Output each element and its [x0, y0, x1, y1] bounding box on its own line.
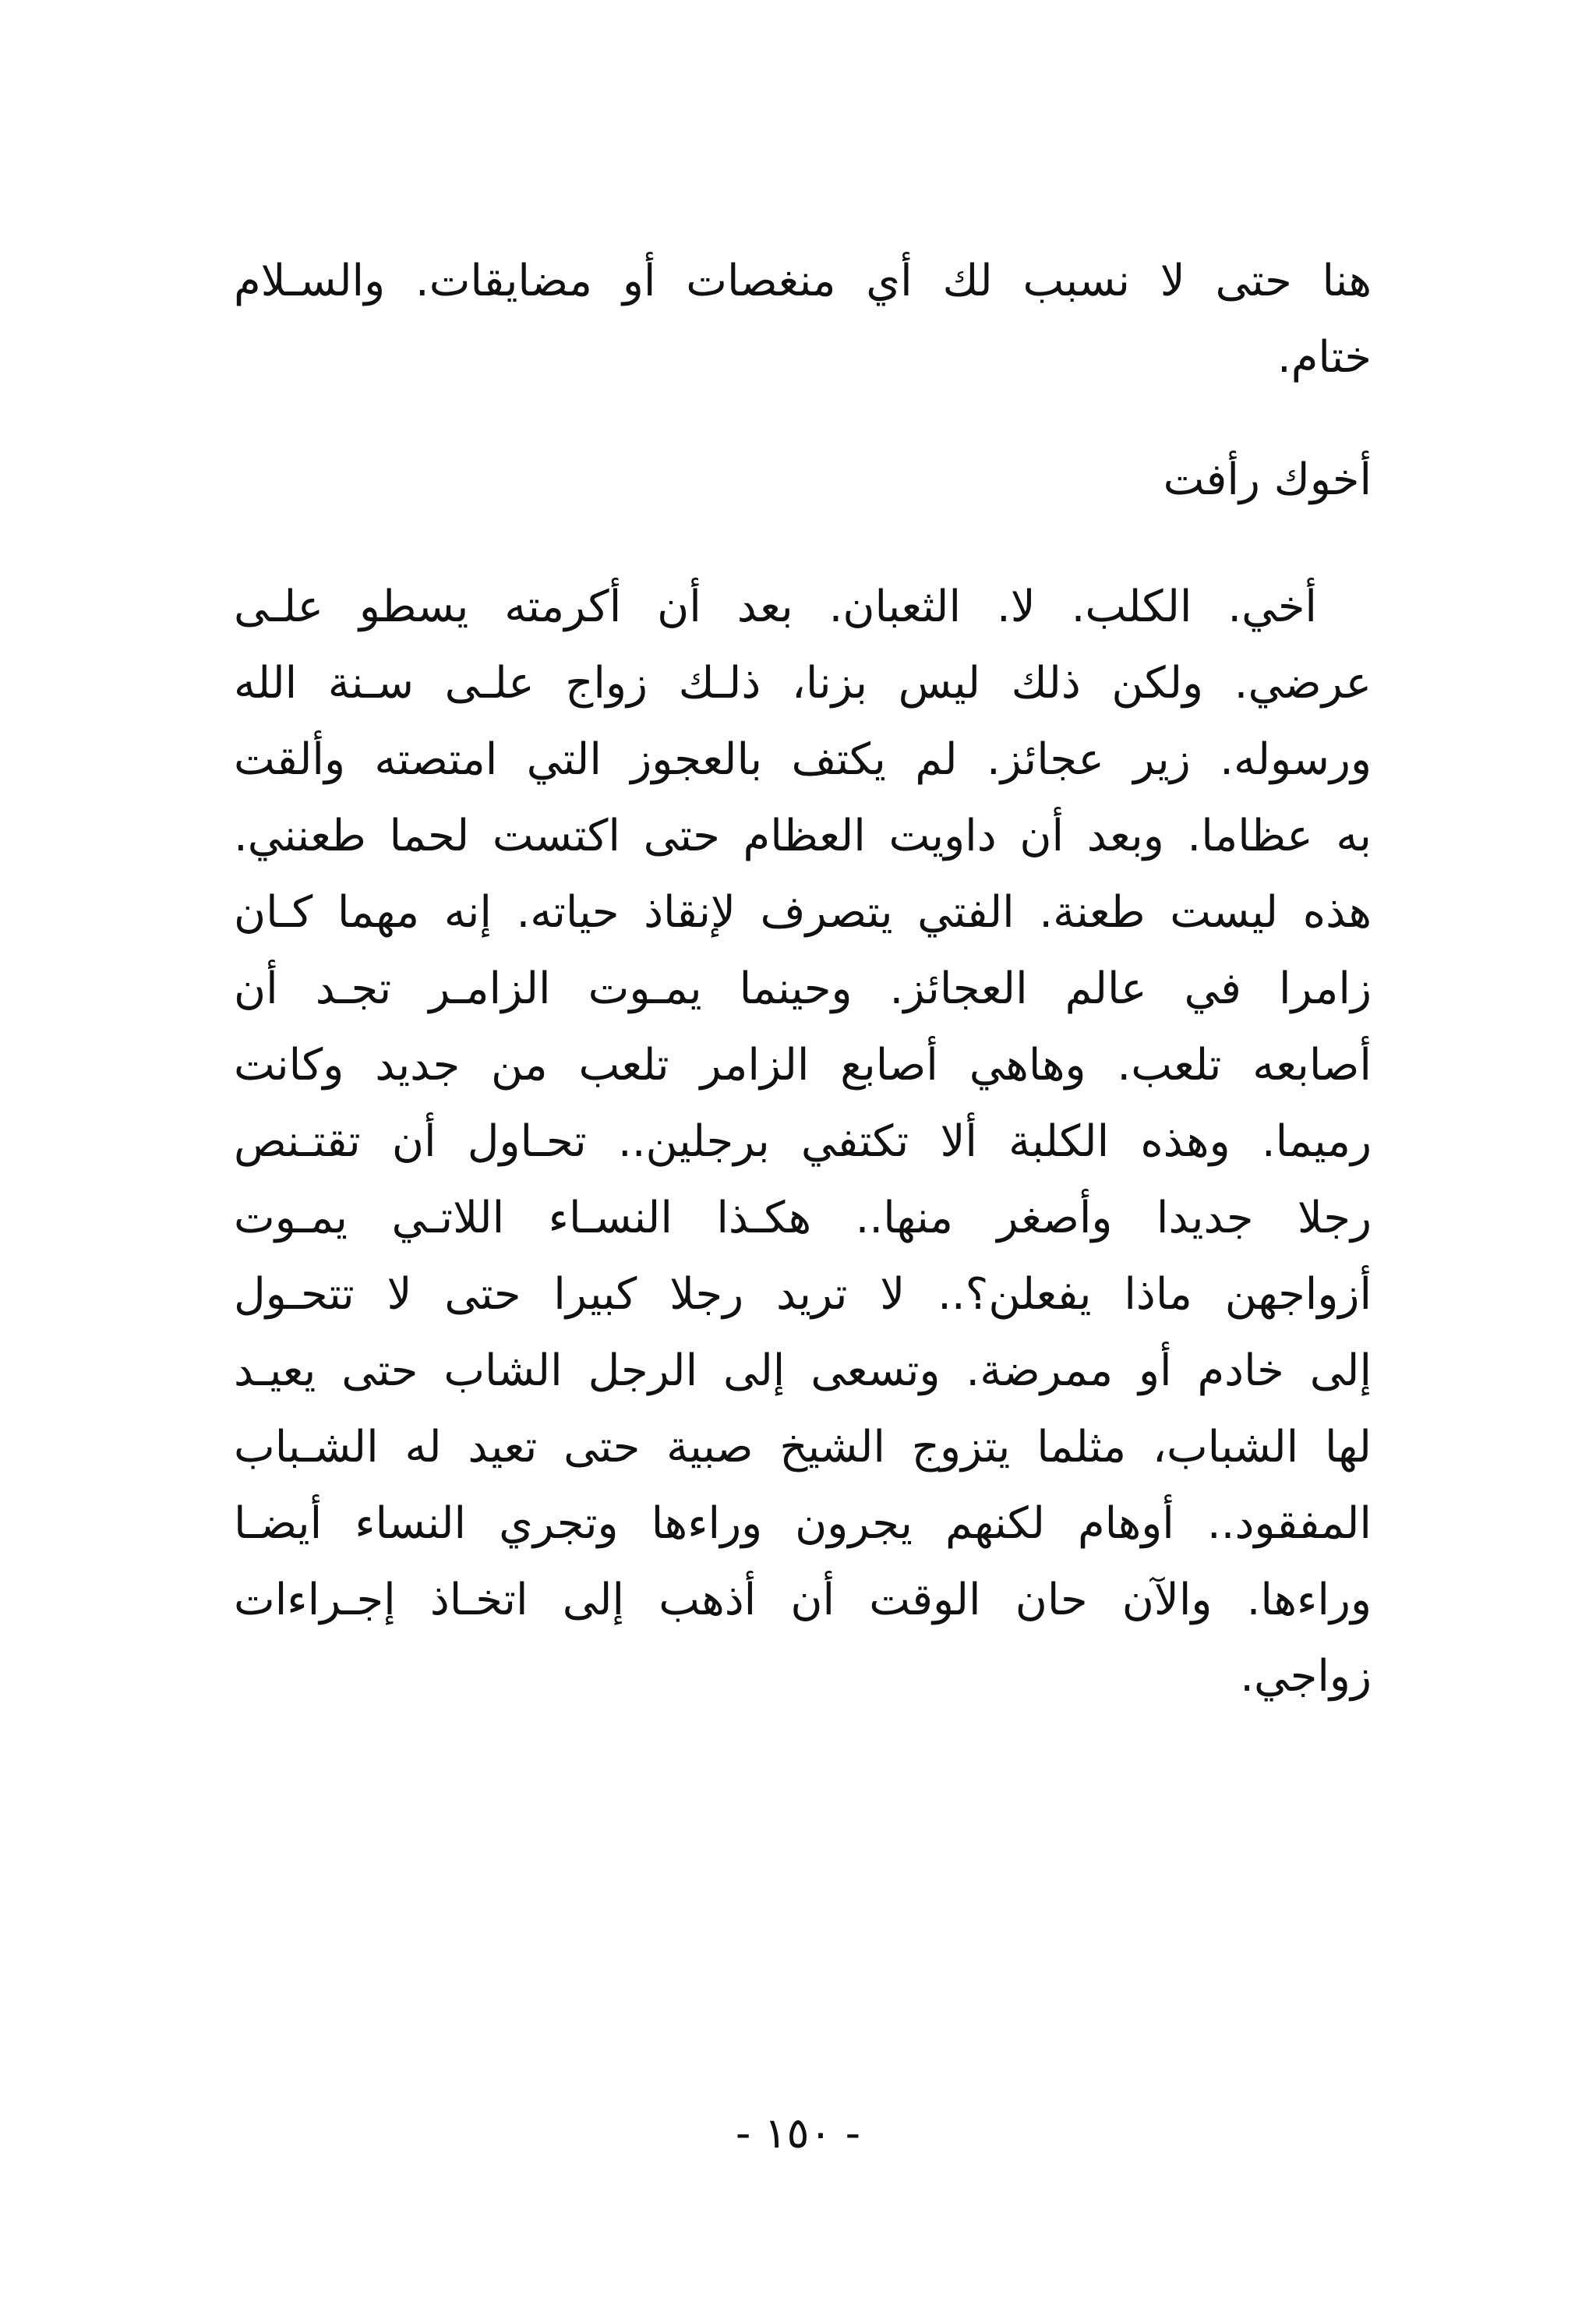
text-line: هذه ليست طعنة. الفتي يتصرف لإنقاذ حياته. إنه مهما كـان [234, 887, 1372, 938]
text-line: لها الشباب، مثلما يتزوج الشيخ صبية حتى تعيد له الشـباب [234, 1422, 1372, 1472]
text-line: المفقود.. أوهام لكنهم يجرون وراءها وتجري النساء أيضـا [234, 1498, 1372, 1549]
text-line: زواجي. [1240, 1651, 1372, 1702]
text-line: ختام. [1276, 332, 1372, 383]
text-line: أصابعه تلعب. وهاهي أصابع الزامر تلعب من جديد وكانت [234, 1040, 1372, 1091]
page-number: - ١٥٠ - [735, 2109, 861, 2158]
text-line: وراءها. والآن حان الوقت أن أذهب إلى اتخـاذ إجـراءات [234, 1575, 1372, 1625]
text-line: به عظاما. وبعد أن داويت العظام حتى اكتست لحما طعنني. [234, 811, 1372, 861]
text-line: أخي. الكلب. لا. الثعبان. بعد أن أكرمته يسطو علـى [234, 582, 1317, 632]
signature-text: أخوك رأفت [1163, 454, 1372, 505]
text-line: أزواجهن ماذا يفعلن؟.. لا تريد رجلا كبيرا حتى لا تتحـول [234, 1269, 1372, 1320]
text-line: إلى خادم أو ممرضة. وتسعى إلى الرجل الشاب حتى يعيـد [234, 1345, 1372, 1396]
text-line: رجلا جديدا وأصغر منها.. هكـذا النسـاء اللاتـي يمـوت [234, 1193, 1372, 1243]
text-line: زامرا في عالم العجائز. وحينما يمـوت الزامـر تجـد أن [234, 963, 1372, 1014]
text-line: رميما. وهذه الكلبة ألا تكتفي برجلين.. تحـاول أن تقتـنص [234, 1116, 1372, 1167]
paragraph-monologue [234, 569, 1372, 1715]
text-line: هنا حتى لا نسبب لك أي منغصات أو مضايقات. والسـلام [234, 256, 1372, 306]
paragraph-closing [234, 243, 1372, 396]
text-line: ورسوله. زير عجائز. لم يكتف بالعجوز التي امتصته وألقت [234, 734, 1372, 785]
signature-block [234, 442, 1372, 518]
text-line: عرضي. ولكن ذلك ليس بزنا، ذلـك زواج علـى سـنة الله [234, 658, 1372, 709]
